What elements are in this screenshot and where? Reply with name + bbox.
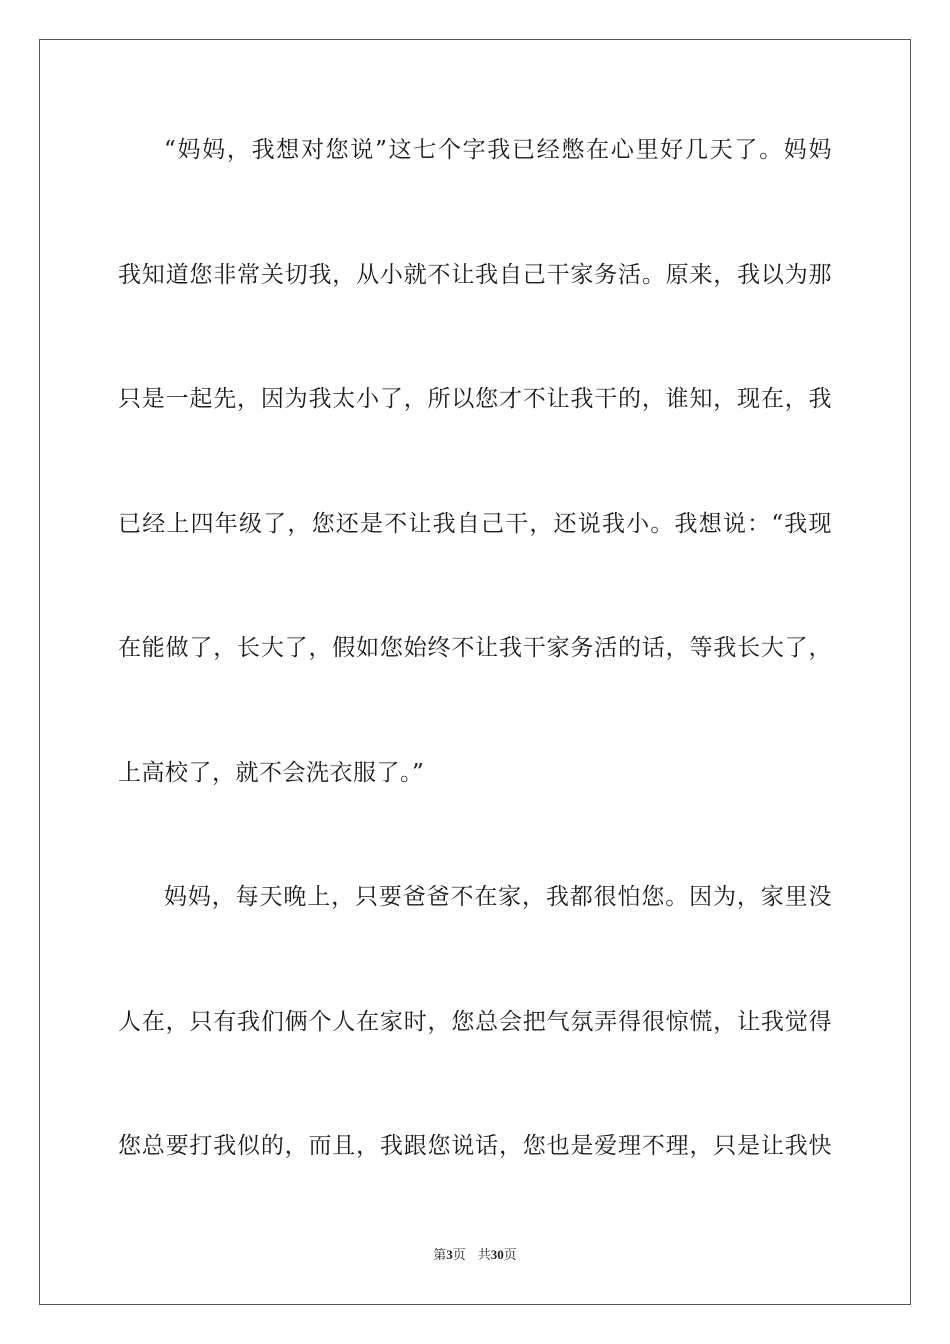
page-prefix: 第 [433, 1248, 447, 1263]
paragraph-1-line-1: “妈妈，我想对您说”这七个字我已经憋在心里好几天了。妈妈 [164, 137, 832, 163]
total-prefix: 共 [477, 1248, 491, 1263]
page-number: 3 [446, 1247, 453, 1262]
total-pages: 30 [490, 1247, 504, 1262]
page-border [39, 39, 911, 1305]
total-suffix: 页 [503, 1248, 517, 1263]
paragraph-2-line-1: 妈妈，每天晚上，只要爸爸不在家，我都很怕您。因为，家里没 [164, 884, 832, 910]
paragraph-2-line-2: 人在，只有我们俩个人在家时，您总会把气氛弄得很惊慌，让我觉得 [118, 1009, 832, 1035]
paragraph-1-line-2: 我知道您非常关切我，从小就不让我自己干家务活。原来，我以为那 [118, 262, 832, 288]
page-footer [0, 1245, 950, 1266]
paragraph-1-line-6: 上高校了，就不会洗衣服了。” [118, 760, 425, 786]
paragraph-1-line-4: 已经上四年级了，您还是不让我自己干，还说我小。我想说：“我现 [118, 511, 832, 537]
paragraph-2-line-3: 您总要打我似的，而且，我跟您说话，您也是爱理不理，只是让我快 [118, 1133, 832, 1159]
page-suffix: 页 [452, 1248, 466, 1263]
paragraph-1-line-5: 在能做了，长大了，假如您始终不让我干家务活的话，等我长大了， [118, 635, 832, 661]
paragraph-1-line-3: 只是一起先，因为我太小了，所以您才不让我干的，谁知，现在，我 [118, 386, 832, 412]
